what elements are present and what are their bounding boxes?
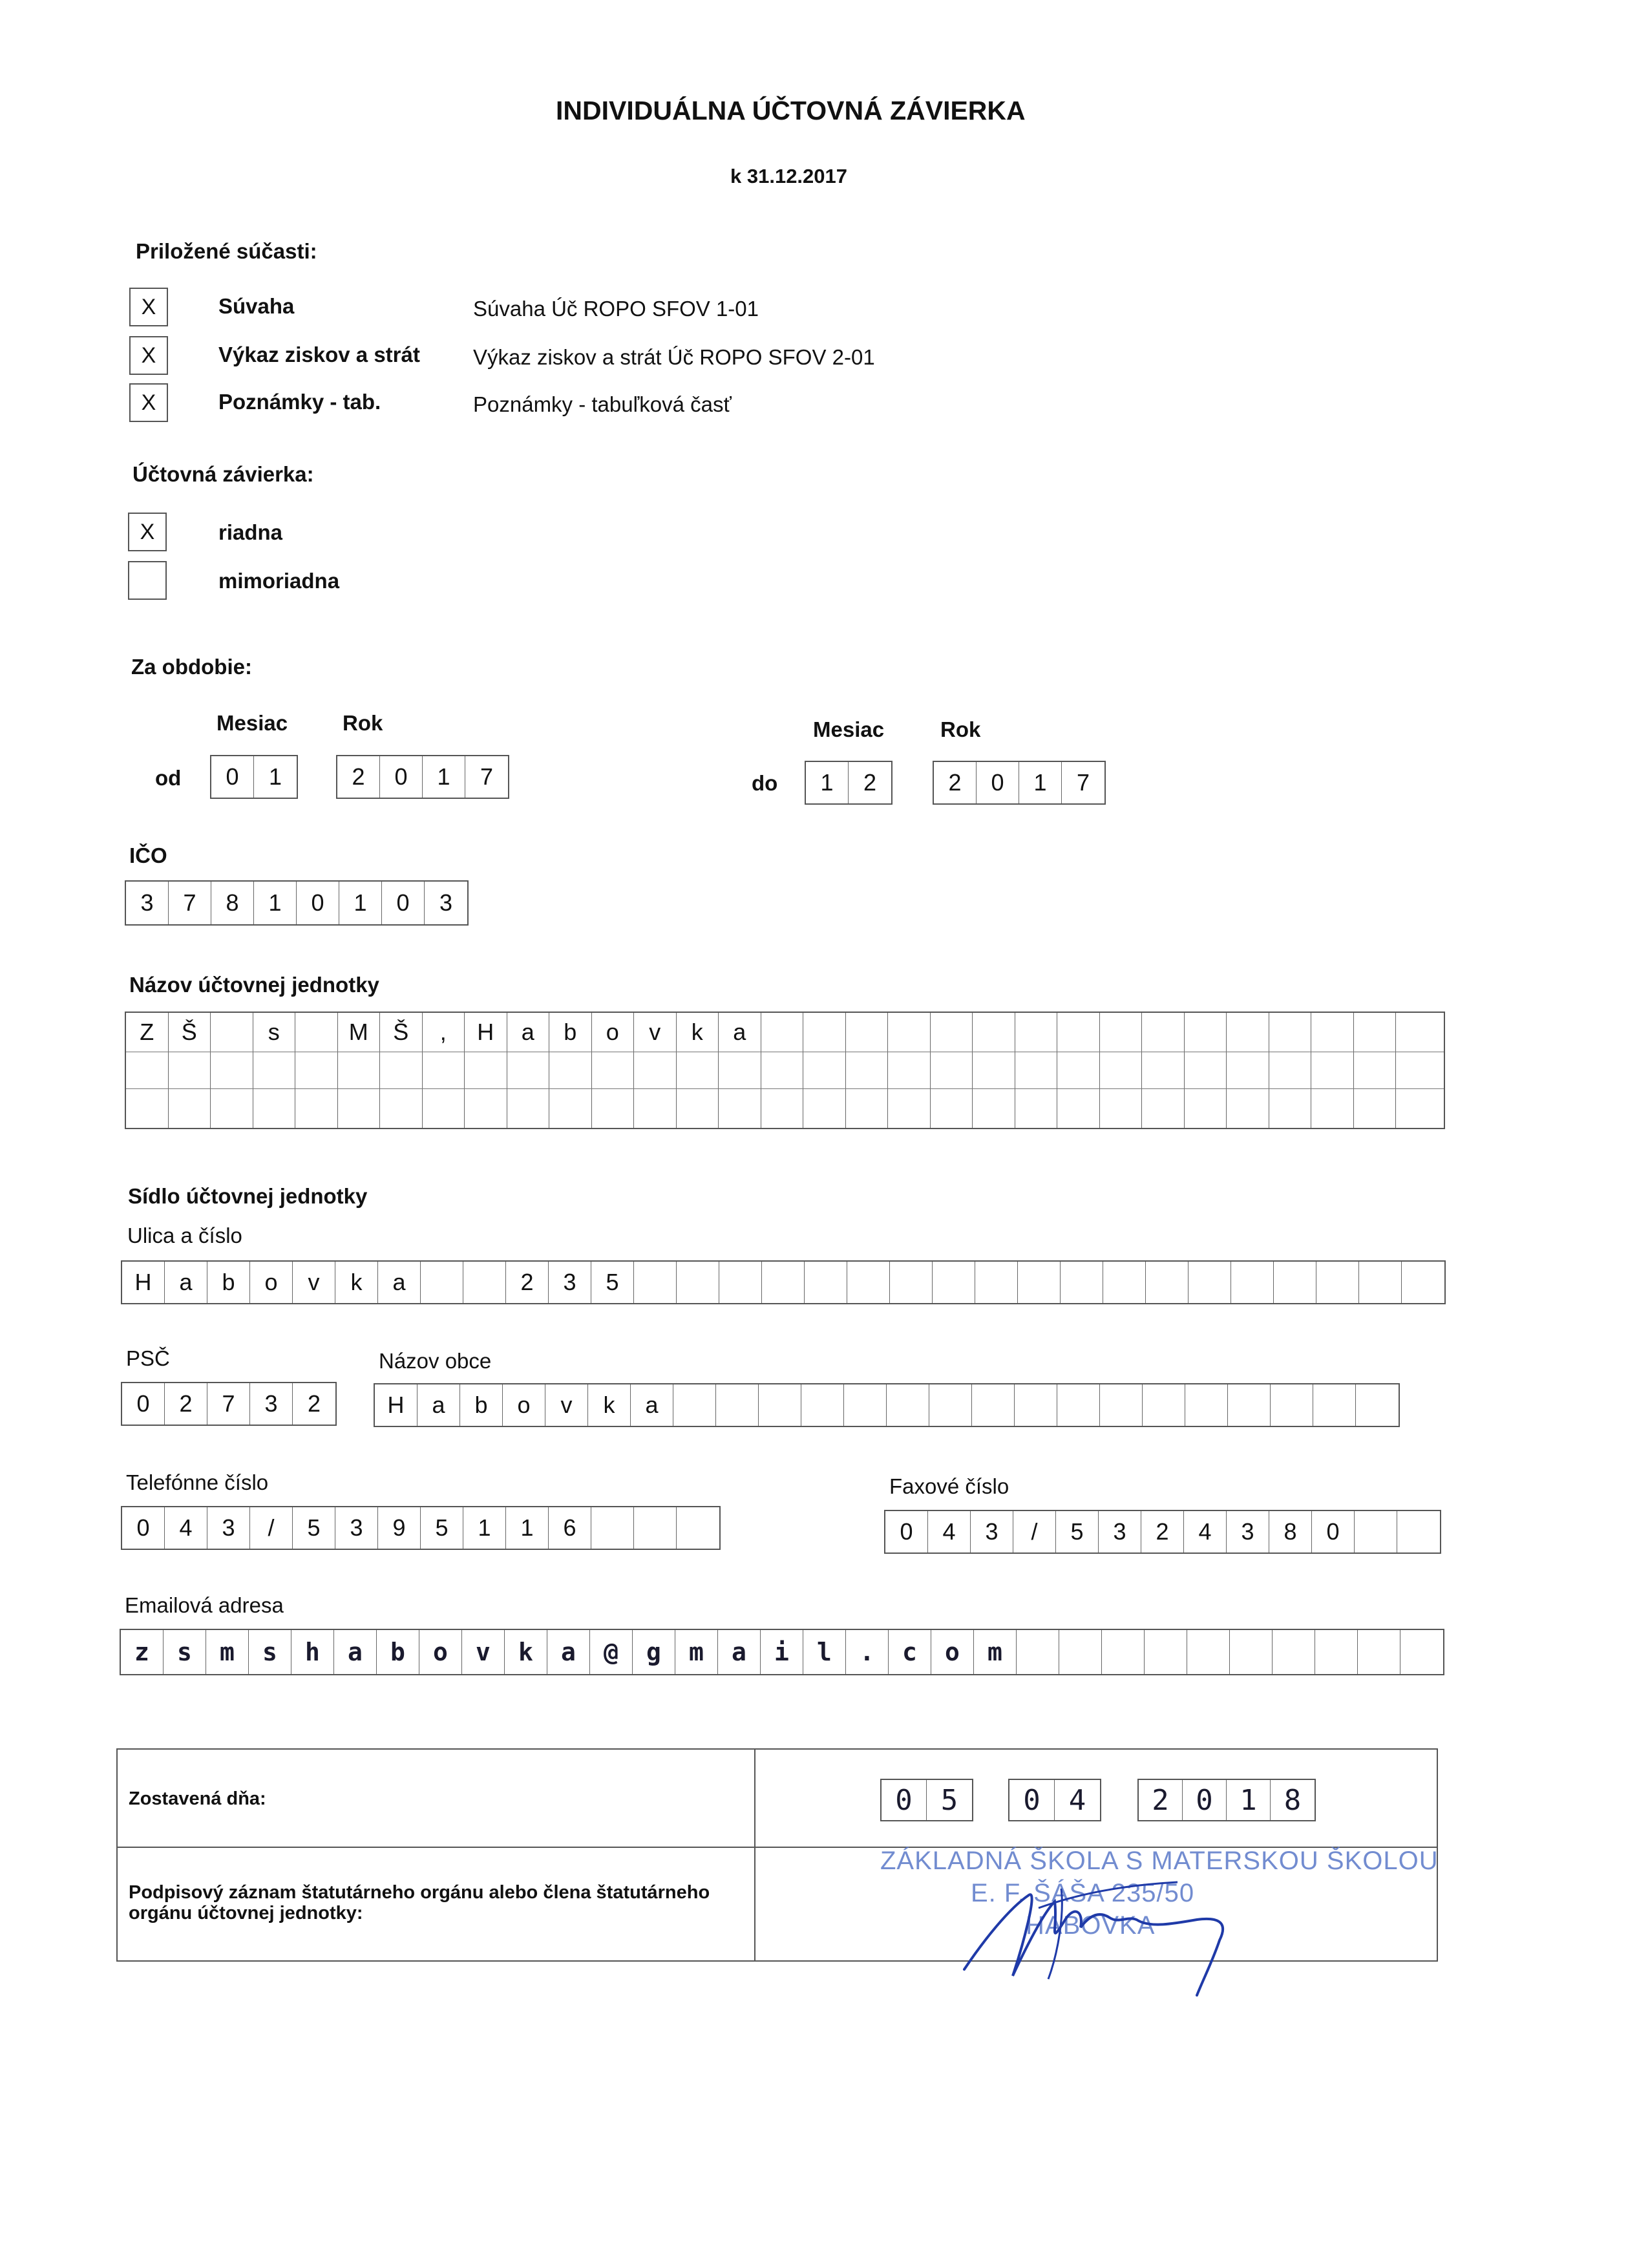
- entity-name-field[interactable]: [125, 1012, 1445, 1129]
- char-cell: [762, 1262, 805, 1303]
- char-cell: H: [375, 1384, 417, 1426]
- char-cell: 0: [885, 1511, 928, 1553]
- digit-cell: 1: [254, 882, 297, 924]
- char-cell: [423, 1089, 465, 1128]
- char-cell: [549, 1052, 592, 1088]
- char-cell: [1017, 1630, 1059, 1674]
- to-label: do: [752, 771, 778, 795]
- char-cell: [803, 1052, 846, 1088]
- char-cell: [1355, 1511, 1397, 1553]
- char-cell: [1143, 1384, 1185, 1426]
- char-cell: [1269, 1013, 1312, 1052]
- city-field[interactable]: [374, 1383, 1400, 1427]
- char-cell: [1100, 1089, 1143, 1128]
- closing-heading: Účtovná závierka:: [132, 462, 314, 486]
- char-cell: [1103, 1262, 1146, 1303]
- char-cell: 5: [591, 1262, 634, 1303]
- digit-cell: 2: [1139, 1780, 1183, 1820]
- char-cell: [803, 1089, 846, 1128]
- char-cell: [1057, 1013, 1100, 1052]
- char-cell: [1274, 1262, 1316, 1303]
- char-cell: [126, 1052, 169, 1088]
- digit-cell: 2: [337, 756, 380, 798]
- signature-table: [116, 1748, 1438, 1962]
- char-cell: [973, 1052, 1015, 1088]
- char-cell: [1358, 1630, 1400, 1674]
- char-cell: [1057, 1052, 1100, 1088]
- digit-cell: 0: [211, 756, 254, 798]
- char-cell: [677, 1262, 719, 1303]
- from-year-field[interactable]: [336, 755, 509, 799]
- digit-cell: 8: [211, 882, 254, 924]
- char-cell: [1273, 1630, 1315, 1674]
- char-cell: 2: [506, 1262, 549, 1303]
- char-cell: v: [545, 1384, 588, 1426]
- char-cell: 7: [207, 1383, 250, 1425]
- psc-field[interactable]: [121, 1382, 337, 1426]
- char-cell: /: [250, 1507, 293, 1549]
- char-cell: [931, 1089, 973, 1128]
- to-month-field[interactable]: [805, 761, 893, 805]
- char-cell: [126, 1089, 169, 1128]
- char-cell: o: [503, 1384, 545, 1426]
- char-cell: [465, 1089, 507, 1128]
- char-cell: [1015, 1089, 1058, 1128]
- attachment-name: Súvaha: [218, 294, 295, 318]
- char-cell: m: [675, 1630, 718, 1674]
- char-cell: [801, 1384, 844, 1426]
- closing-label-regular: riadna: [218, 520, 283, 544]
- char-cell: [1185, 1384, 1228, 1426]
- char-cell: [1188, 1262, 1231, 1303]
- char-cell: [846, 1089, 889, 1128]
- char-cell: [169, 1052, 211, 1088]
- char-cell: [677, 1052, 719, 1088]
- char-cell: [634, 1507, 677, 1549]
- attachments-heading: Priložené súčasti:: [136, 239, 317, 263]
- char-cell: [1015, 1384, 1057, 1426]
- char-cell: [421, 1262, 463, 1303]
- street-label: Ulica a číslo: [127, 1224, 242, 1247]
- char-cell: [1142, 1052, 1185, 1088]
- closing-checkbox-extraordinary[interactable]: [128, 561, 167, 600]
- char-cell: a: [507, 1013, 550, 1052]
- period-heading: Za obdobie:: [131, 655, 252, 679]
- char-cell: [592, 1052, 635, 1088]
- city-label: Názov obce: [379, 1349, 492, 1373]
- fax-field[interactable]: [884, 1510, 1441, 1554]
- fax-label: Faxové číslo: [889, 1474, 1009, 1498]
- char-cell: [888, 1089, 931, 1128]
- char-cell: [1396, 1013, 1439, 1052]
- char-cell: [295, 1052, 338, 1088]
- digit-cell: 0: [382, 882, 425, 924]
- char-cell: [507, 1089, 550, 1128]
- char-cell: [1145, 1630, 1187, 1674]
- char-cell: [1230, 1630, 1273, 1674]
- char-cell: v: [462, 1630, 505, 1674]
- char-cell: [1102, 1630, 1145, 1674]
- attachment-desc: Výkaz ziskov a strát Úč ROPO SFOV 2-01: [473, 345, 875, 369]
- char-cell: [1315, 1630, 1358, 1674]
- char-cell: i: [761, 1630, 803, 1674]
- char-cell: a: [378, 1262, 421, 1303]
- char-cell: 4: [928, 1511, 971, 1553]
- char-cell: [1271, 1384, 1313, 1426]
- digit-cell: 8: [1284, 1783, 1302, 1817]
- char-cell: [1227, 1013, 1269, 1052]
- email-field[interactable]: [120, 1629, 1444, 1675]
- char-cell: [1313, 1384, 1356, 1426]
- attachment-checkbox[interactable]: X: [129, 383, 168, 422]
- attachment-checkbox[interactable]: X: [129, 288, 168, 326]
- char-cell: [1061, 1262, 1103, 1303]
- char-cell: 4: [165, 1507, 207, 1549]
- char-cell: [549, 1089, 592, 1128]
- digit-cell: 1: [423, 756, 465, 798]
- date-month-field[interactable]: [1008, 1779, 1101, 1821]
- digit-cell: 1: [339, 882, 382, 924]
- char-cell: [931, 1052, 973, 1088]
- to-year-label: Rok: [940, 717, 981, 741]
- char-cell: [673, 1384, 716, 1426]
- char-cell: 5: [1056, 1511, 1099, 1553]
- char-cell: [253, 1089, 296, 1128]
- from-month-label: Mesiac: [217, 711, 288, 735]
- stamp-line-3: HABOVKA: [1026, 1911, 1156, 1940]
- char-cell: [1146, 1262, 1188, 1303]
- char-cell: [1057, 1384, 1100, 1426]
- char-cell: 4: [1184, 1511, 1227, 1553]
- char-cell: [1269, 1089, 1312, 1128]
- char-cell: 1: [463, 1507, 506, 1549]
- from-label: od: [155, 766, 182, 790]
- char-cell: @: [590, 1630, 633, 1674]
- char-cell: /: [1013, 1511, 1056, 1553]
- char-cell: [719, 1089, 761, 1128]
- entity-name-label: Názov účtovnej jednotky: [129, 973, 379, 997]
- char-cell: k: [677, 1013, 719, 1052]
- char-cell: [1057, 1089, 1100, 1128]
- char-cell: 5: [293, 1507, 335, 1549]
- char-cell: [887, 1384, 929, 1426]
- char-cell: H: [122, 1262, 165, 1303]
- signature-image: [925, 1850, 1262, 2011]
- char-cell: [1015, 1013, 1058, 1052]
- char-cell: 0: [1312, 1511, 1355, 1553]
- char-cell: v: [293, 1262, 335, 1303]
- char-cell: a: [631, 1384, 673, 1426]
- ico-field[interactable]: [125, 880, 469, 926]
- char-cell: b: [207, 1262, 250, 1303]
- digit-cell: 0: [1183, 1780, 1227, 1820]
- char-cell: o: [931, 1630, 974, 1674]
- address-heading: Sídlo účtovnej jednotky: [128, 1184, 368, 1208]
- prepared-label: Zostavená dňa:: [129, 1788, 266, 1809]
- char-cell: [931, 1013, 973, 1052]
- char-cell: [805, 1262, 847, 1303]
- digit-cell: 3: [126, 882, 169, 924]
- from-year-label: Rok: [343, 711, 383, 735]
- char-cell: 3: [1227, 1511, 1269, 1553]
- char-cell: [211, 1052, 253, 1088]
- entity-name-row-3: [126, 1089, 1444, 1128]
- to-year-field[interactable]: [933, 761, 1106, 805]
- char-cell: [719, 1052, 761, 1088]
- char-cell: s: [253, 1013, 296, 1052]
- digit-cell: 0: [882, 1780, 927, 1820]
- char-cell: [592, 1089, 635, 1128]
- char-cell: [1185, 1052, 1227, 1088]
- char-cell: [1311, 1089, 1354, 1128]
- char-cell: .: [846, 1630, 889, 1674]
- digit-cell: 7: [169, 882, 211, 924]
- char-cell: 2: [165, 1383, 207, 1425]
- psc-label: PSČ: [126, 1346, 170, 1370]
- digit-cell: 1: [1019, 762, 1062, 803]
- ico-label: IČO: [129, 843, 167, 867]
- char-cell: c: [889, 1630, 931, 1674]
- char-cell: [844, 1384, 887, 1426]
- digit-cell: 2: [863, 769, 877, 796]
- char-cell: [507, 1052, 550, 1088]
- char-cell: k: [335, 1262, 378, 1303]
- char-cell: [253, 1052, 296, 1088]
- char-cell: s: [164, 1630, 206, 1674]
- char-cell: [846, 1052, 889, 1088]
- char-cell: [1100, 1052, 1143, 1088]
- char-cell: v: [634, 1013, 677, 1052]
- char-cell: [465, 1052, 507, 1088]
- char-cell: [716, 1384, 759, 1426]
- char-cell: 9: [378, 1507, 421, 1549]
- char-cell: a: [417, 1384, 460, 1426]
- phone-label: Telefónne číslo: [126, 1470, 269, 1494]
- char-cell: [719, 1262, 762, 1303]
- char-cell: [1015, 1052, 1058, 1088]
- char-cell: [463, 1262, 506, 1303]
- char-cell: [1356, 1384, 1399, 1426]
- char-cell: g: [633, 1630, 675, 1674]
- char-cell: 0: [122, 1383, 165, 1425]
- char-cell: m: [206, 1630, 249, 1674]
- digit-cell: 7: [1076, 769, 1090, 796]
- digit-cell: 1: [806, 762, 849, 803]
- digit-cell: 3: [439, 889, 453, 916]
- char-cell: a: [719, 1013, 761, 1052]
- char-cell: [1354, 1013, 1397, 1052]
- char-cell: [975, 1262, 1018, 1303]
- street-field[interactable]: [121, 1260, 1446, 1304]
- char-cell: [1354, 1089, 1397, 1128]
- char-cell: [973, 1013, 1015, 1052]
- char-cell: l: [803, 1630, 846, 1674]
- date-day-field[interactable]: [880, 1779, 973, 1821]
- date-year-field[interactable]: [1137, 1779, 1316, 1821]
- char-cell: [1142, 1013, 1185, 1052]
- char-cell: [1185, 1013, 1227, 1052]
- char-cell: [1100, 1013, 1143, 1052]
- char-cell: o: [250, 1262, 293, 1303]
- document-date: k 31.12.2017: [730, 165, 848, 187]
- char-cell: [1311, 1052, 1354, 1088]
- char-cell: [759, 1384, 801, 1426]
- char-cell: 2: [1141, 1511, 1184, 1553]
- char-cell: [295, 1013, 338, 1052]
- char-cell: [1227, 1052, 1269, 1088]
- char-cell: 5: [421, 1507, 463, 1549]
- digit-cell: 0: [1009, 1780, 1055, 1820]
- char-cell: Š: [169, 1013, 211, 1052]
- char-cell: [761, 1013, 804, 1052]
- char-cell: [338, 1089, 381, 1128]
- char-cell: [1227, 1089, 1269, 1128]
- char-cell: [634, 1089, 677, 1128]
- char-cell: [888, 1052, 931, 1088]
- char-cell: a: [718, 1630, 761, 1674]
- char-cell: [634, 1052, 677, 1088]
- char-cell: a: [334, 1630, 377, 1674]
- attachment-name: Poznámky - tab.: [218, 390, 381, 414]
- digit-cell: 0: [977, 762, 1019, 803]
- from-month-field[interactable]: [210, 755, 298, 799]
- char-cell: [933, 1262, 975, 1303]
- char-cell: [211, 1013, 253, 1052]
- table-divider: [754, 1750, 755, 1960]
- attachment-desc: Poznámky - tabuľková časť: [473, 392, 732, 416]
- char-cell: k: [505, 1630, 547, 1674]
- char-cell: [1059, 1630, 1102, 1674]
- char-cell: [1018, 1262, 1061, 1303]
- char-cell: h: [291, 1630, 334, 1674]
- char-cell: [591, 1507, 634, 1549]
- char-cell: [888, 1013, 931, 1052]
- digit-cell: 0: [297, 882, 339, 924]
- char-cell: [1396, 1052, 1439, 1088]
- char-cell: [973, 1089, 1015, 1128]
- char-cell: z: [121, 1630, 164, 1674]
- char-cell: 3: [549, 1262, 591, 1303]
- char-cell: [1228, 1384, 1271, 1426]
- attachment-checkbox[interactable]: X: [129, 336, 168, 375]
- char-cell: [1100, 1384, 1143, 1426]
- char-cell: [338, 1052, 381, 1088]
- char-cell: [1185, 1089, 1227, 1128]
- char-cell: 6: [549, 1507, 591, 1549]
- char-cell: 3: [1099, 1511, 1141, 1553]
- char-cell: [1396, 1089, 1439, 1128]
- char-cell: 3: [250, 1383, 293, 1425]
- char-cell: k: [588, 1384, 631, 1426]
- char-cell: [423, 1052, 465, 1088]
- char-cell: s: [249, 1630, 291, 1674]
- char-cell: [1397, 1511, 1440, 1553]
- char-cell: [380, 1052, 423, 1088]
- char-cell: [677, 1089, 719, 1128]
- stamp-line-2: E. F. ŠÁŠA 235/50: [971, 1879, 1195, 1907]
- char-cell: b: [549, 1013, 592, 1052]
- char-cell: [847, 1262, 890, 1303]
- char-cell: [761, 1052, 804, 1088]
- char-cell: ,: [423, 1013, 465, 1052]
- char-cell: [1359, 1262, 1402, 1303]
- char-cell: a: [165, 1262, 207, 1303]
- to-month-label: Mesiac: [813, 717, 885, 741]
- char-cell: [929, 1384, 972, 1426]
- entity-name-row-2: [126, 1052, 1444, 1089]
- char-cell: [761, 1089, 804, 1128]
- char-cell: H: [465, 1013, 507, 1052]
- document-title: INDIVIDUÁLNA ÚČTOVNÁ ZÁVIERKA: [556, 96, 1026, 125]
- char-cell: [380, 1089, 423, 1128]
- char-cell: 0: [122, 1507, 165, 1549]
- char-cell: 8: [1269, 1511, 1312, 1553]
- char-cell: [846, 1013, 889, 1052]
- digit-cell: 2: [934, 762, 977, 803]
- char-cell: [295, 1089, 338, 1128]
- char-cell: Z: [126, 1013, 169, 1052]
- char-cell: [1402, 1262, 1444, 1303]
- char-cell: 3: [207, 1507, 250, 1549]
- char-cell: m: [974, 1630, 1017, 1674]
- digit-cell: 0: [380, 756, 423, 798]
- char-cell: [972, 1384, 1015, 1426]
- char-cell: 3: [971, 1511, 1013, 1553]
- char-cell: o: [592, 1013, 635, 1052]
- phone-field[interactable]: [121, 1506, 721, 1550]
- email-label: Emailová adresa: [125, 1593, 284, 1617]
- char-cell: [1269, 1052, 1312, 1088]
- char-cell: [1316, 1262, 1359, 1303]
- char-cell: b: [460, 1384, 503, 1426]
- digit-cell: 7: [480, 763, 494, 790]
- char-cell: [1354, 1052, 1397, 1088]
- closing-checkbox-regular[interactable]: X: [128, 513, 167, 551]
- char-cell: [1231, 1262, 1274, 1303]
- char-cell: b: [377, 1630, 419, 1674]
- char-cell: 3: [335, 1507, 378, 1549]
- char-cell: [890, 1262, 933, 1303]
- digit-cell: 5: [940, 1783, 958, 1817]
- char-cell: [169, 1089, 211, 1128]
- char-cell: [634, 1262, 677, 1303]
- closing-label-extraordinary: mimoriadna: [218, 569, 340, 593]
- char-cell: [211, 1089, 253, 1128]
- digit-cell: 1: [268, 763, 282, 790]
- digit-cell: 1: [1227, 1780, 1271, 1820]
- attachment-desc: Súvaha Úč ROPO SFOV 1-01: [473, 297, 759, 321]
- char-cell: a: [547, 1630, 590, 1674]
- digit-cell: 4: [1068, 1783, 1086, 1817]
- char-cell: [1187, 1630, 1230, 1674]
- char-cell: Š: [380, 1013, 423, 1052]
- char-cell: [803, 1013, 846, 1052]
- char-cell: [677, 1507, 719, 1549]
- char-cell: 2: [307, 1390, 321, 1417]
- char-cell: 1: [506, 1507, 549, 1549]
- char-cell: [1311, 1013, 1354, 1052]
- char-cell: M: [338, 1013, 381, 1052]
- char-cell: [1142, 1089, 1185, 1128]
- stamp-line-1: ZÁKLADNÁ ŠKOLA S MATERSKOU ŠKOLOU: [880, 1847, 1439, 1875]
- signature-label: Podpisový záznam štatutárneho orgánu alebo člena štatutárneho orgánu účtovnej jednotky:: [129, 1882, 710, 1924]
- entity-name-row-1: [126, 1013, 1444, 1052]
- char-cell: [1400, 1630, 1443, 1674]
- attachment-name: Výkaz ziskov a strát: [218, 343, 420, 366]
- char-cell: o: [419, 1630, 462, 1674]
